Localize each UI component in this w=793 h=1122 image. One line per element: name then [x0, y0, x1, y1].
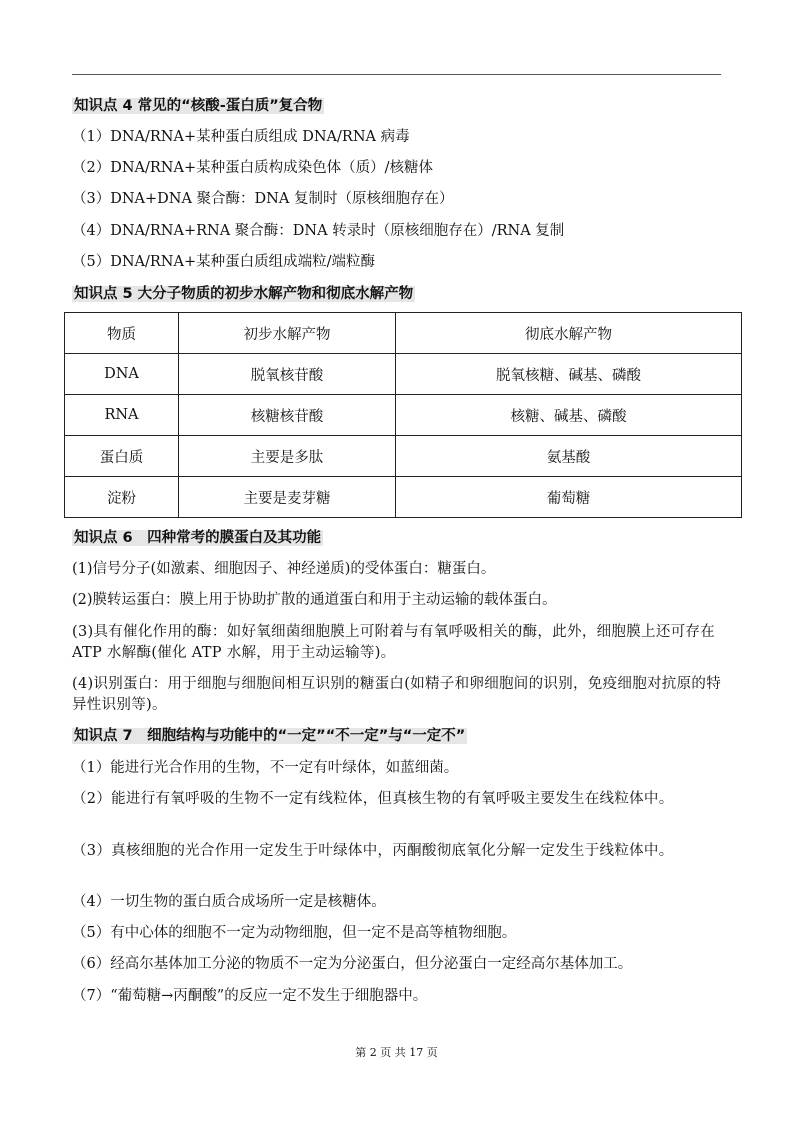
cell: 核糖核苷酸 [179, 395, 396, 436]
hydrolysis-table [64, 312, 742, 518]
list-item: （7）“葡萄糖→丙酮酸”的反应一定不发生于细胞器中。 [72, 988, 428, 1004]
cell: 氨基酸 [396, 436, 742, 477]
cell: 脱氧核苷酸 [179, 354, 396, 395]
list-item: （4）一切生物的蛋白质合成场所一定是核糖体。 [72, 894, 386, 910]
table-row [65, 354, 742, 395]
list-item: （5）有中心体的细胞不一定为动物细胞，但一定不是高等植物细胞。 [72, 925, 517, 941]
list-item: (3)具有催化作用的酶：如好氧细菌细胞膜上可附着与有氧呼吸相关的酶，此外，细胞膜上还可存在 ATP 水解酶(催化 ATP 水解，用于主动运输等)。 [72, 624, 716, 661]
cell: 主要是多肽 [179, 436, 396, 477]
cell: 葡萄糖 [396, 477, 742, 518]
list-item: （5）DNA/RNA+某种蛋白质组成端粒/端粒酶 [72, 254, 376, 270]
table-row [65, 477, 742, 518]
list-item: （1）DNA/RNA+某种蛋白质组成 DNA/RNA 病毒 [72, 129, 410, 145]
list-item: （6）经高尔基体加工分泌的物质不一定为分泌蛋白，但分泌蛋白一定经高尔基体加工。 [72, 956, 633, 972]
header-rule [72, 74, 721, 75]
cell: 淀粉 [65, 477, 179, 518]
table-row [65, 395, 742, 436]
list-item: (2)膜转运蛋白：膜上用于协助扩散的通道蛋白和用于主动运输的载体蛋白。 [72, 592, 557, 608]
section-heading: 知识点 6 四种常考的膜蛋白及其功能 [74, 530, 322, 546]
table-header-row [65, 313, 742, 354]
section-heading: 知识点 7 细胞结构与功能中的“一定”“不一定”与“一定不” [74, 728, 466, 744]
list-item: (1)信号分子(如激素、细胞因子、神经递质)的受体蛋白：糖蛋白。 [72, 561, 496, 577]
cell: DNA [65, 354, 179, 395]
cell: 核糖、碱基、磷酸 [396, 395, 742, 436]
list-item: （4）DNA/RNA+RNA 聚合酶：DNA 转录时（原核细胞存在）/RNA 复制 [72, 223, 565, 239]
cell: 蛋白质 [65, 436, 179, 477]
list-item: （3）真核细胞的光合作用一定发生于叶绿体中，丙酮酸彻底氧化分解一定发生于线粒体中。 [72, 843, 674, 859]
table-row [65, 436, 742, 477]
header-cell: 物质 [65, 313, 179, 354]
cell: 主要是麦芽糖 [179, 477, 396, 518]
list-item: （3）DNA+DNA 聚合酶：DNA 复制时（原核细胞存在） [72, 191, 454, 207]
section-heading: 知识点 5 大分子物质的初步水解产物和彻底水解产物 [74, 286, 414, 302]
header-cell: 初步水解产物 [179, 313, 396, 354]
section-heading: 知识点 4 常见的“核酸-蛋白质”复合物 [74, 98, 323, 114]
list-item: （2）能进行有氧呼吸的生物不一定有线粒体，但真核生物的有氧呼吸主要发生在线粒体中。 [72, 791, 674, 807]
list-item: (4)识别蛋白：用于细胞与细胞间相互识别的糖蛋白(如精子和卵细胞间的识别，免疫细胞对抗原的特异性识别等)。 [72, 676, 721, 713]
cell: RNA [65, 395, 179, 436]
page-footer: 第 2 页 共 17 页 [355, 1046, 438, 1059]
list-item: （1）能进行光合作用的生物，不一定有叶绿体，如蓝细菌。 [72, 760, 459, 776]
cell: 脱氧核糖、碱基、磷酸 [396, 354, 742, 395]
list-item: （2）DNA/RNA+某种蛋白质构成染色体（质）/核糖体 [72, 160, 434, 176]
header-cell: 彻底水解产物 [396, 313, 742, 354]
